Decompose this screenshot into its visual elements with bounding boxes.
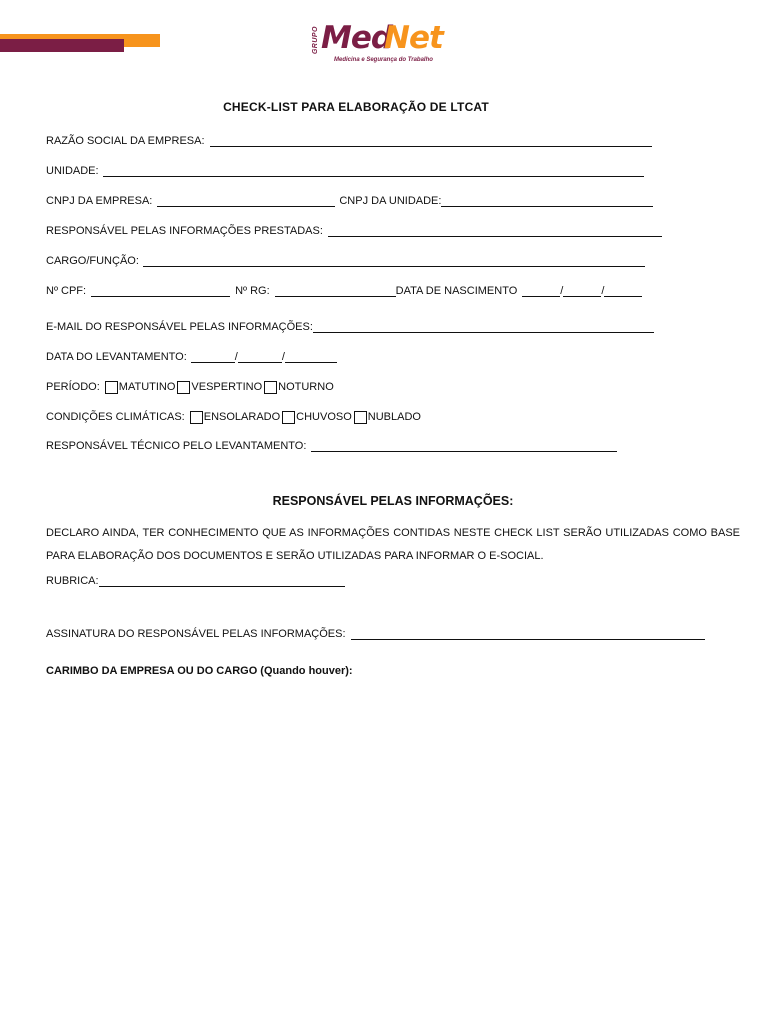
date-separator: /	[560, 285, 564, 297]
email-input-line[interactable]	[313, 321, 654, 333]
razao-social-input-line[interactable]	[210, 135, 652, 147]
unidade-input-line[interactable]	[103, 165, 644, 177]
condicoes-chuvoso-label: CHUVOSO	[296, 411, 352, 423]
cnpj-empresa-input-line[interactable]	[157, 195, 335, 207]
header-accent-bar-maroon	[0, 39, 124, 52]
responsavel-tecnico-label: RESPONSÁVEL TÉCNICO PELO LEVANTAMENTO:	[46, 440, 307, 452]
nascimento-label: DATA DE NASCIMENTO	[395, 285, 518, 297]
levantamento-day-line[interactable]	[191, 351, 235, 363]
field-rubrica	[46, 574, 345, 588]
periodo-label: PERÍODO:	[46, 381, 100, 393]
field-carimbo	[46, 664, 353, 678]
responsavel-info-label: RESPONSÁVEL PELAS INFORMAÇÕES PRESTADAS:	[46, 225, 323, 237]
rg-label: Nº RG:	[235, 285, 270, 297]
logo-grupo-text: GRUPO	[312, 26, 319, 55]
logo-med-text: Med	[321, 20, 393, 56]
field-responsavel-tecnico	[46, 439, 617, 453]
condicoes-nublado-label: NUBLADO	[367, 411, 421, 423]
levantamento-year-line[interactable]	[285, 351, 337, 363]
nascimento-year-line[interactable]	[604, 285, 642, 297]
date-separator: /	[234, 351, 238, 363]
logo-net-text: Net	[384, 20, 443, 56]
rubrica-label: RUBRICA:	[46, 575, 99, 587]
date-separator: /	[281, 351, 285, 363]
cnpj-unidade-input-line[interactable]	[441, 195, 653, 207]
cnpj-unidade-label: CNPJ DA UNIDADE:	[339, 195, 442, 207]
rg-input-line[interactable]	[275, 285, 396, 297]
declaration-text: DECLARO AINDA, TER CONHECIMENTO QUE AS INFORMAÇÕES CONTIDAS NESTE CHECK LIST SERÃO UTILIZADAS COMO BASE PARA ELABORAÇÃO DOS DOCUMENTOS E SERÃO UTILIZADAS PARA INFORMAR O E-SOCIAL.	[46, 527, 740, 562]
cargo-label: CARGO/FUNÇÃO:	[46, 255, 139, 267]
assinatura-input-line[interactable]	[351, 628, 705, 640]
responsavel-info-input-line[interactable]	[328, 225, 662, 237]
razao-social-label: RAZÃO SOCIAL DA EMPRESA:	[46, 135, 205, 147]
field-unidade	[46, 164, 644, 178]
condicoes-label: CONDIÇÕES CLIMÁTICAS:	[46, 411, 185, 423]
field-data-levantamento	[46, 350, 337, 364]
unidade-label: UNIDADE:	[46, 165, 99, 177]
field-cnpj	[46, 194, 653, 208]
section-title: RESPONSÁVEL PELAS INFORMAÇÕES:	[272, 494, 514, 508]
cpf-label: Nº CPF:	[46, 285, 87, 297]
field-cargo	[46, 254, 645, 268]
field-condicoes	[46, 410, 421, 424]
company-logo	[312, 22, 442, 68]
periodo-matutino-checkbox[interactable]	[105, 381, 118, 394]
nascimento-month-line[interactable]	[563, 285, 601, 297]
cnpj-empresa-label: CNPJ DA EMPRESA:	[46, 195, 153, 207]
email-label: E-MAIL DO RESPONSÁVEL PELAS INFORMAÇÕES:	[46, 321, 313, 333]
periodo-matutino-label: MATUTINO	[118, 381, 176, 393]
field-documents	[46, 284, 642, 298]
logo-tagline: Medicina e Segurança do Trabalho	[334, 57, 433, 63]
condicoes-chuvoso-checkbox[interactable]	[282, 411, 295, 424]
date-separator: /	[601, 285, 605, 297]
cargo-input-line[interactable]	[143, 255, 645, 267]
cpf-input-line[interactable]	[91, 285, 230, 297]
periodo-vespertino-label: VESPERTINO	[191, 381, 263, 393]
carimbo-label: CARIMBO DA EMPRESA OU DO CARGO (Quando houver):	[46, 665, 353, 677]
document-title: CHECK-LIST PARA ELABORAÇÃO DE LTCAT	[223, 100, 489, 114]
field-email	[46, 320, 654, 334]
condicoes-ensolarado-label: ENSOLARADO	[203, 411, 281, 423]
field-assinatura	[46, 627, 705, 641]
nascimento-day-line[interactable]	[522, 285, 560, 297]
field-responsavel-info	[46, 224, 662, 238]
rubrica-input-line[interactable]	[99, 575, 345, 587]
field-periodo	[46, 380, 334, 394]
field-razao-social	[46, 134, 652, 148]
periodo-vespertino-checkbox[interactable]	[177, 381, 190, 394]
periodo-noturno-label: NOTURNO	[278, 381, 334, 393]
assinatura-label: ASSINATURA DO RESPONSÁVEL PELAS INFORMAÇÕES:	[46, 628, 346, 640]
data-levantamento-label: DATA DO LEVANTAMENTO:	[46, 351, 187, 363]
condicoes-ensolarado-checkbox[interactable]	[190, 411, 203, 424]
periodo-noturno-checkbox[interactable]	[264, 381, 277, 394]
levantamento-month-line[interactable]	[238, 351, 282, 363]
condicoes-nublado-checkbox[interactable]	[354, 411, 367, 424]
responsavel-tecnico-input-line[interactable]	[311, 440, 617, 452]
